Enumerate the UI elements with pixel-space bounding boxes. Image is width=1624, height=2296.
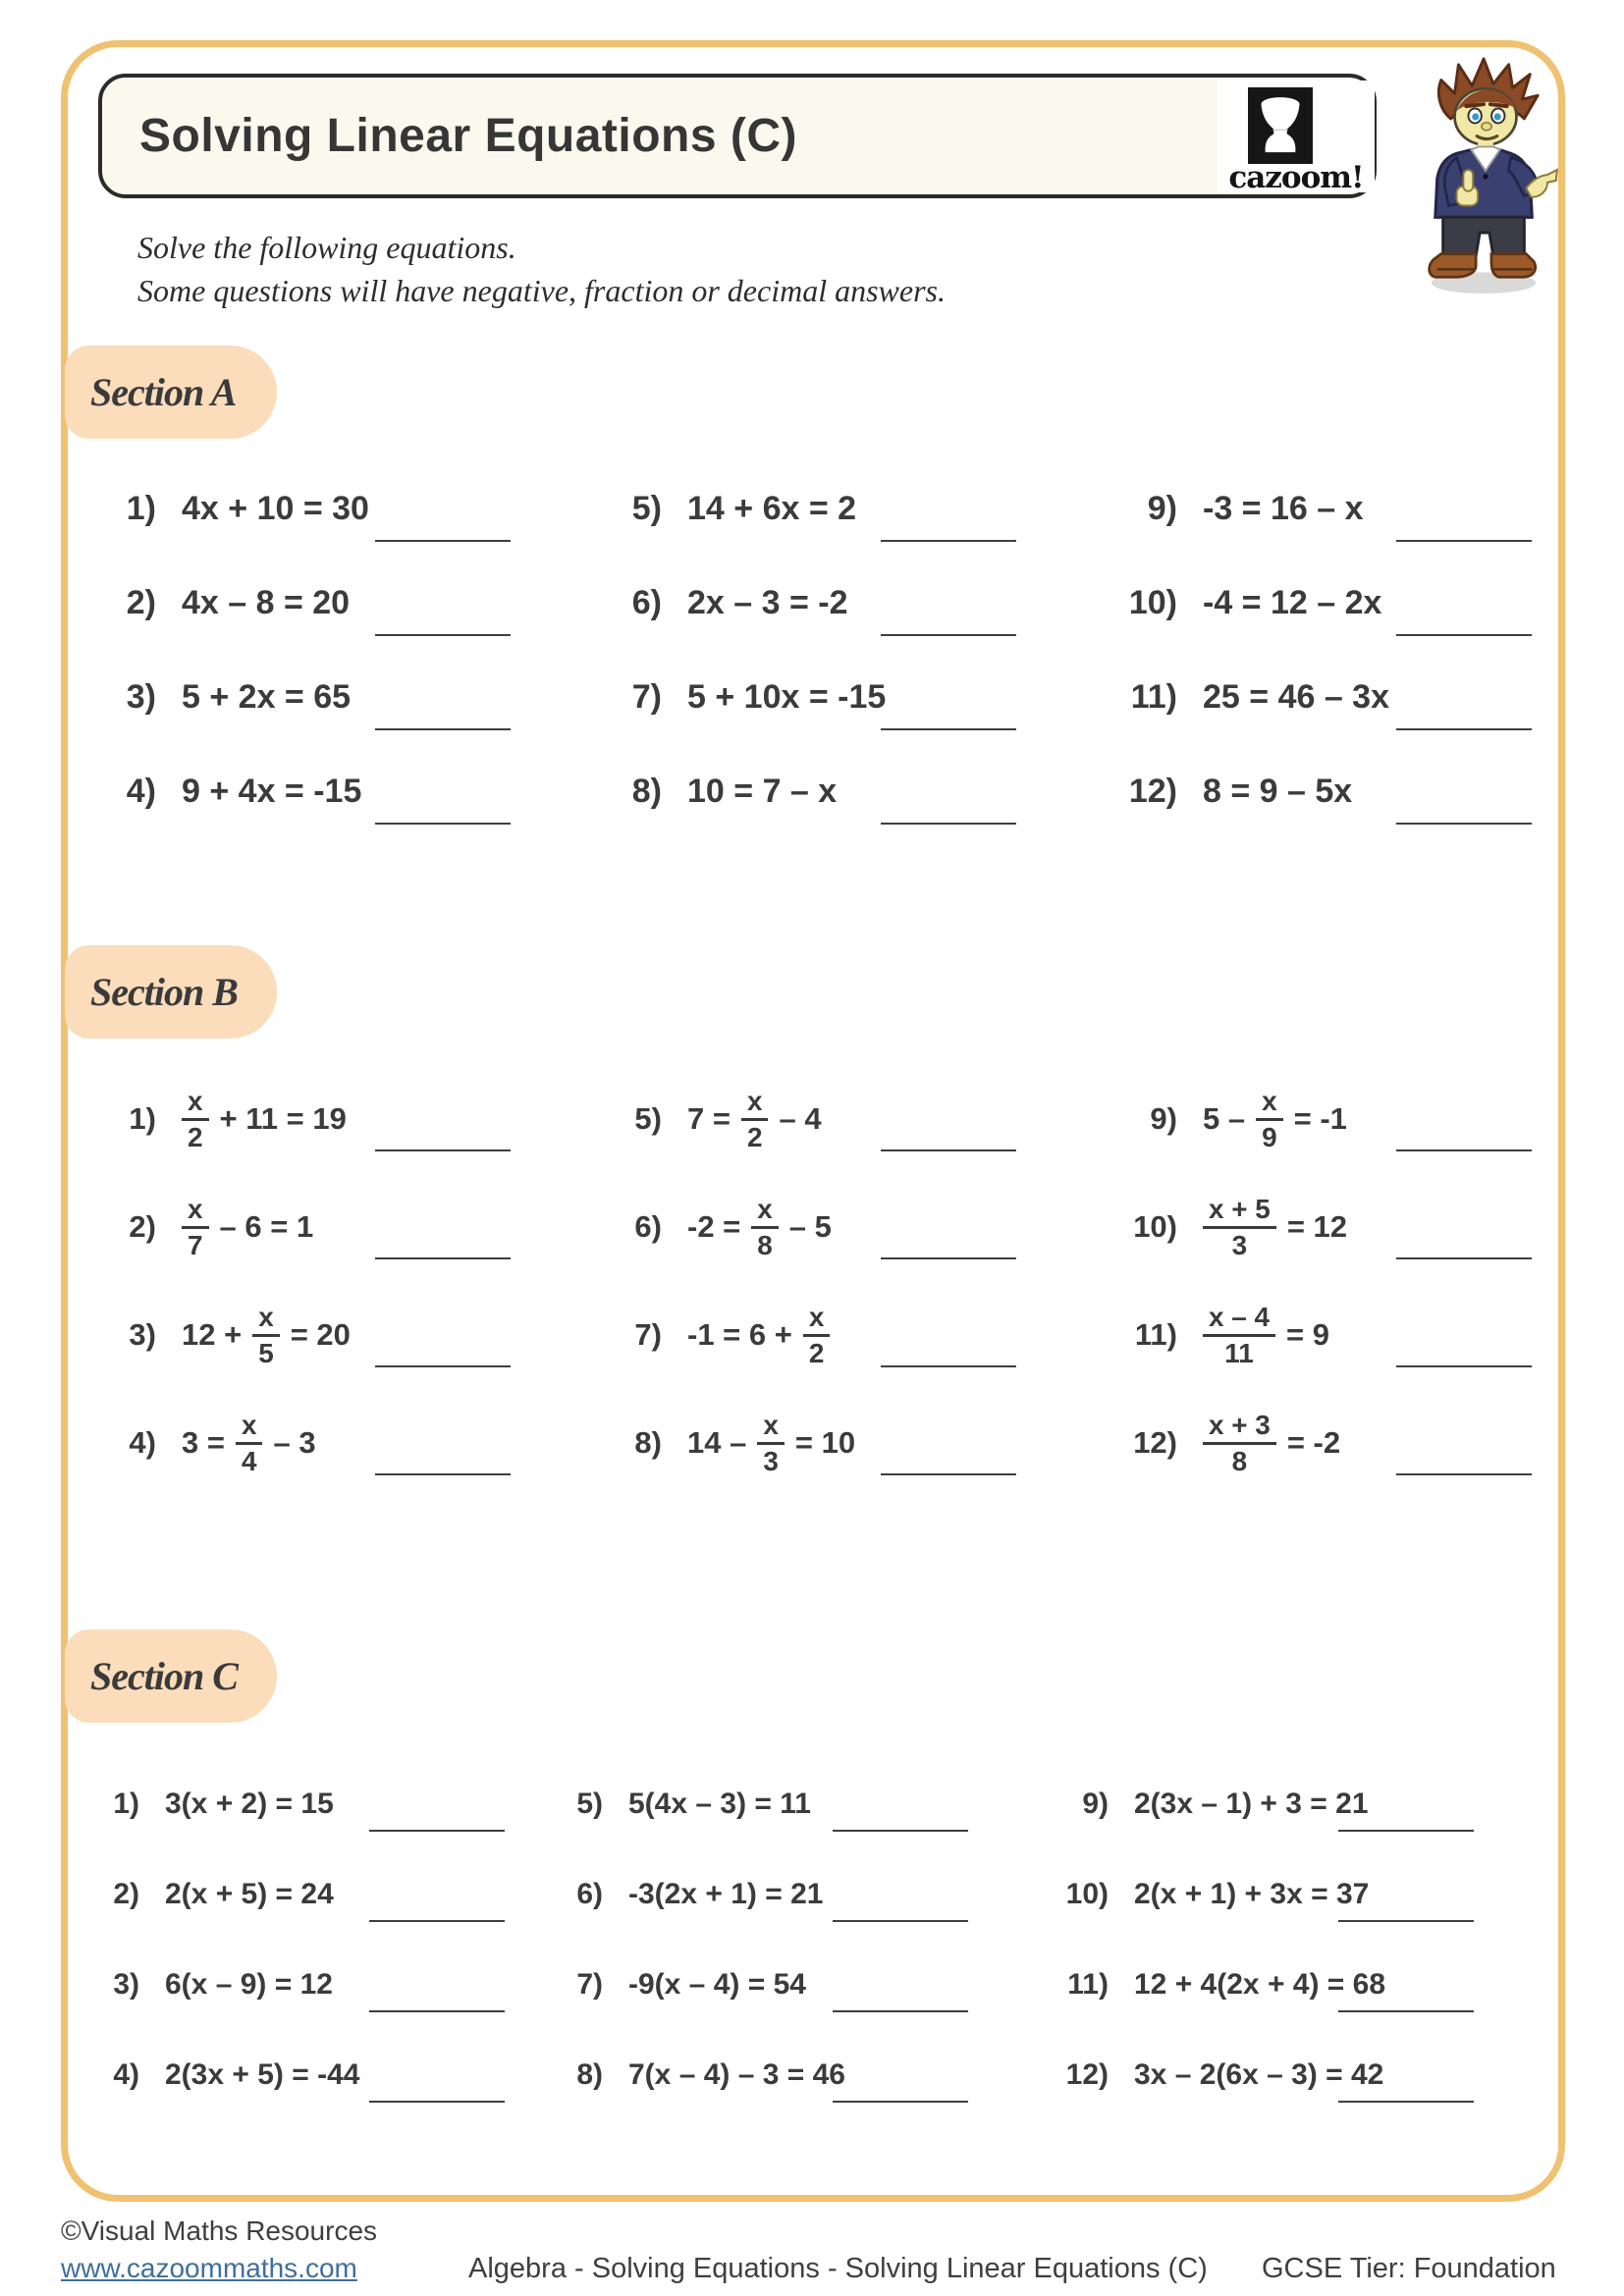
equation-text: – 5 (788, 1209, 832, 1244)
page-title: Solving Linear Equations (C) (139, 110, 798, 162)
problem (93, 1281, 599, 1389)
problem (1114, 1173, 1561, 1281)
equation (1203, 678, 1389, 717)
problem-number: 11) (1130, 677, 1177, 716)
title-box (98, 74, 1377, 198)
answer-blank[interactable] (375, 1149, 511, 1151)
problem (77, 2030, 540, 2120)
equation-text: 3 = (182, 1425, 225, 1460)
equation-text: 5 – (1203, 1101, 1246, 1136)
equation-text: = -1 (1293, 1101, 1347, 1136)
instructions-line-1: Solve the following equations. (137, 230, 516, 265)
answer-blank[interactable] (375, 1365, 511, 1367)
fraction-denominator: 7 (188, 1230, 203, 1260)
instructions-line-2: Some questions will have negative, fraction or decimal answers. (137, 273, 946, 308)
problem-number: 2) (129, 1209, 156, 1244)
problem-number: 12) (1065, 2058, 1109, 2091)
answer-blank[interactable] (1338, 2010, 1474, 2012)
equation-text: = 20 (290, 1317, 351, 1352)
equation (628, 1788, 811, 1821)
problem-number: 7) (634, 1317, 662, 1352)
fraction-numerator: x – 4 (1203, 1303, 1275, 1337)
answer-blank[interactable] (375, 728, 511, 730)
equation (182, 773, 361, 811)
fraction-numerator: x (803, 1303, 831, 1337)
equation (182, 1411, 316, 1476)
problem (599, 556, 1114, 650)
section-b-problems (93, 1065, 1561, 1497)
copyright-text: ©Visual Maths Resources (61, 2216, 378, 2246)
fraction (751, 1195, 779, 1260)
problem (93, 461, 599, 556)
answer-blank[interactable] (369, 1920, 505, 1922)
equation-text: – 3 (273, 1425, 316, 1460)
answer-blank[interactable] (833, 2010, 968, 2012)
website-link[interactable]: www.cazoommaths.com (61, 2253, 357, 2283)
fraction (182, 1087, 209, 1152)
problem-number: 5) (631, 489, 662, 527)
answer-blank[interactable] (1396, 1473, 1532, 1475)
problem-number: 3) (126, 677, 156, 716)
answer-blank[interactable] (375, 1473, 511, 1475)
equation (165, 1968, 333, 2002)
equation-text: = 12 (1286, 1209, 1348, 1244)
equation-text: 3x – 2(6x – 3) = 42 (1134, 2058, 1384, 2091)
answer-blank[interactable] (881, 1149, 1016, 1151)
problem (93, 1389, 599, 1497)
problem-number: 10) (1065, 1878, 1109, 1910)
equation-text: + 11 = 19 (219, 1101, 347, 1136)
problem (1114, 1065, 1561, 1173)
equation (1203, 1411, 1340, 1476)
problem (1046, 1759, 1561, 1849)
fraction (1256, 1087, 1283, 1152)
equation-text: -2 = (687, 1209, 741, 1244)
equation-text: -1 = 6 + (687, 1317, 792, 1352)
problem-number: 8) (631, 772, 662, 810)
section-c-problems (77, 1759, 1561, 2120)
equation (1203, 773, 1352, 811)
answer-blank[interactable] (1338, 1830, 1474, 1832)
problem (599, 1281, 1114, 1389)
equation-text: 5(4x – 3) = 11 (628, 1788, 811, 1820)
equation (687, 1303, 830, 1368)
problem-number: 3) (129, 1317, 156, 1352)
answer-blank[interactable] (1338, 1920, 1474, 1922)
problem (599, 650, 1114, 744)
equation (165, 1878, 334, 1911)
answer-blank[interactable] (1396, 728, 1532, 730)
equation-text: -9(x – 4) = 54 (628, 1968, 806, 2001)
problem (1114, 461, 1561, 556)
answer-blank[interactable] (369, 2010, 505, 2012)
fraction-denominator: 3 (763, 1446, 779, 1476)
fraction-numerator: x + 5 (1203, 1195, 1276, 1229)
section-a-label: Section A (90, 370, 237, 414)
problem-number: 12) (1128, 772, 1177, 810)
problem (77, 1849, 540, 1940)
problem (1114, 744, 1561, 838)
problem (93, 556, 599, 650)
equation (182, 1303, 351, 1368)
answer-blank[interactable] (881, 823, 1016, 825)
equation (1134, 1968, 1385, 2002)
fraction-denominator: 2 (746, 1122, 763, 1152)
answer-blank[interactable] (833, 1830, 968, 1832)
problem (540, 2030, 1046, 2120)
equation (628, 2058, 845, 2092)
fraction-denominator: 11 (1224, 1338, 1254, 1368)
equation-text: 2(3x – 1) + 3 = 21 (1134, 1788, 1369, 1820)
equation-text: 4x + 10 = 30 (182, 489, 369, 527)
section-a-badge (65, 346, 277, 439)
answer-blank[interactable] (881, 1473, 1016, 1475)
fraction (182, 1195, 209, 1260)
problem-number: 3) (113, 1968, 139, 2001)
equation-text: 12 + (182, 1317, 243, 1352)
problem-number: 4) (129, 1425, 156, 1460)
problem (77, 1759, 540, 1849)
answer-blank[interactable] (1396, 1365, 1532, 1367)
fraction-denominator: 8 (1231, 1446, 1248, 1476)
equation (1203, 1195, 1347, 1260)
problem-number: 2) (113, 1878, 139, 1910)
cazoom-logo-text: cazoom! (1228, 160, 1364, 195)
problem-number: 2) (126, 583, 156, 621)
problem (1046, 1849, 1561, 1940)
fraction-numerator: x (1256, 1087, 1283, 1121)
fraction (757, 1411, 785, 1476)
answer-blank[interactable] (1396, 823, 1532, 825)
section-b-label: Section B (90, 970, 238, 1014)
equation (182, 678, 351, 717)
problem-number: 10) (1128, 583, 1177, 621)
fraction-numerator: x (741, 1087, 769, 1121)
problem-number: 7) (576, 1968, 603, 2001)
fraction-numerator: x + 3 (1203, 1411, 1276, 1445)
problem (1114, 1389, 1561, 1497)
problem-number: 8) (634, 1425, 662, 1460)
fraction-denominator: 5 (258, 1338, 274, 1368)
equation (628, 1968, 806, 2002)
equation (1203, 584, 1381, 622)
fraction (1203, 1303, 1275, 1368)
fraction-denominator: 2 (808, 1338, 825, 1368)
equation (687, 584, 848, 622)
fraction-numerator: x (757, 1411, 785, 1445)
equation (687, 1411, 855, 1476)
answer-blank[interactable] (833, 2101, 968, 2103)
equation-text: 5 + 2x = 65 (182, 677, 352, 716)
equation-text: 14 – (687, 1425, 747, 1460)
problem-number: 5) (634, 1101, 662, 1136)
equation (687, 490, 856, 528)
equation-text: – 4 (779, 1101, 822, 1136)
answer-blank[interactable] (375, 634, 511, 636)
instructions (137, 226, 946, 312)
problem-number: 11) (1067, 1968, 1109, 2001)
equation-text: -3 = 16 – x (1203, 489, 1364, 527)
problem-number: 4) (113, 2058, 139, 2091)
problem (599, 1173, 1114, 1281)
problem (77, 1940, 540, 2030)
problem (540, 1849, 1046, 1940)
equation-text: 12 + 4(2x + 4) = 68 (1134, 1968, 1386, 2001)
answer-blank[interactable] (1338, 2101, 1474, 2103)
equation (628, 1878, 823, 1911)
equation-text: – 6 = 1 (219, 1209, 314, 1244)
tier-label: GCSE Tier: Foundation (1262, 2253, 1556, 2284)
fraction-denominator: 8 (757, 1230, 773, 1260)
equation (687, 1087, 822, 1152)
equation-text: 8 = 9 – 5x (1203, 772, 1353, 810)
answer-blank[interactable] (881, 728, 1016, 730)
problem (93, 650, 599, 744)
problem (540, 1940, 1046, 2030)
footer-credits (61, 2213, 377, 2287)
problem-number: 4) (126, 772, 156, 810)
answer-blank[interactable] (1396, 634, 1532, 636)
fraction-denominator: 3 (1231, 1230, 1248, 1260)
equation-text: = -2 (1286, 1425, 1341, 1460)
answer-blank[interactable] (833, 1920, 968, 1922)
equation-text: -4 = 12 – 2x (1203, 583, 1382, 621)
answer-blank[interactable] (881, 540, 1016, 542)
fraction-denominator: 2 (188, 1122, 203, 1152)
mascot-boy-illustration (1398, 53, 1573, 294)
problem-number: 8) (576, 2058, 603, 2091)
equation (182, 584, 350, 622)
equation-text: 3(x + 2) = 15 (165, 1788, 334, 1820)
fraction (1203, 1195, 1276, 1260)
answer-blank[interactable] (881, 634, 1016, 636)
equation-text: = 10 (794, 1425, 856, 1460)
equation-text: 2(x + 5) = 24 (165, 1878, 334, 1910)
equation (1134, 1878, 1369, 1911)
problem (599, 461, 1114, 556)
problem-number: 10) (1133, 1209, 1177, 1244)
equation (165, 1788, 334, 1821)
problem-number: 7) (631, 677, 662, 716)
problem (1046, 1940, 1561, 2030)
fraction (252, 1303, 280, 1368)
answer-blank[interactable] (1396, 540, 1532, 542)
answer-blank[interactable] (375, 823, 511, 825)
answer-blank[interactable] (375, 1257, 511, 1259)
equation-text: 2(x + 1) + 3x = 37 (1134, 1878, 1370, 1910)
equation (687, 773, 837, 811)
equation-text: 5 + 10x = -15 (687, 677, 887, 716)
equation-text: 4x – 8 = 20 (182, 583, 351, 621)
equation (687, 678, 886, 717)
problem-number: 9) (1082, 1788, 1109, 1820)
problem-number: 1) (129, 1101, 156, 1136)
equation-text: 25 = 46 – 3x (1203, 677, 1390, 716)
equation-text: 6(x – 9) = 12 (165, 1968, 333, 2001)
problem-number: 9) (1147, 489, 1177, 527)
breadcrumb: Algebra - Solving Equations - Solving Linear Equations (C) (468, 2253, 1208, 2284)
problem-number: 5) (576, 1788, 603, 1820)
answer-blank[interactable] (375, 540, 511, 542)
problem-number: 6) (576, 1878, 603, 1910)
problem-number: 6) (631, 583, 662, 621)
fraction (236, 1411, 263, 1476)
problem-number: 1) (113, 1788, 139, 1820)
fraction-denominator: 9 (1262, 1122, 1277, 1152)
problem-number: 1) (126, 489, 156, 527)
answer-blank[interactable] (369, 1830, 505, 1832)
equation (182, 1195, 313, 1260)
problem-number: 11) (1134, 1317, 1177, 1352)
problem (93, 1065, 599, 1173)
equation (182, 490, 369, 528)
problem-number: 9) (1150, 1101, 1177, 1136)
answer-blank[interactable] (1396, 1257, 1532, 1259)
problem-number: 6) (634, 1209, 662, 1244)
problem (93, 744, 599, 838)
equation-text: 9 + 4x = -15 (182, 772, 362, 810)
section-c-badge (65, 1629, 277, 1723)
problem (1046, 2030, 1561, 2120)
equation (1203, 1303, 1329, 1368)
equation (1134, 1788, 1369, 1821)
problem (93, 1173, 599, 1281)
section-a-problems (93, 461, 1561, 838)
equation-text: 10 = 7 – x (687, 772, 838, 810)
equation-text: 14 + 6x = 2 (687, 489, 857, 527)
fraction-denominator: 4 (241, 1446, 257, 1476)
fraction-numerator: x (252, 1303, 280, 1337)
equation (165, 2058, 359, 2092)
problem (1114, 556, 1561, 650)
section-b-badge (65, 945, 277, 1039)
fraction (741, 1087, 769, 1152)
equation-text: 2(3x + 5) = -44 (165, 2058, 360, 2091)
answer-blank[interactable] (369, 2101, 505, 2103)
fraction-numerator: x (182, 1087, 209, 1121)
fraction-numerator: x (236, 1411, 263, 1445)
cazoom-drum-icon (1248, 87, 1313, 164)
answer-blank[interactable] (1396, 1149, 1532, 1151)
problem (1114, 650, 1561, 744)
equation (1203, 1087, 1347, 1152)
fraction (803, 1303, 831, 1368)
equation-text: = 9 (1286, 1317, 1330, 1352)
answer-blank[interactable] (881, 1365, 1016, 1367)
problem (540, 1759, 1046, 1849)
fraction (1203, 1411, 1276, 1476)
equation (687, 1195, 832, 1260)
problem (599, 1065, 1114, 1173)
problem-number: 12) (1133, 1425, 1177, 1460)
equation (1134, 2058, 1383, 2092)
problem (1114, 1281, 1561, 1389)
answer-blank[interactable] (881, 1257, 1016, 1259)
fraction-numerator: x (751, 1195, 779, 1229)
problem (599, 744, 1114, 838)
equation (182, 1087, 347, 1152)
fraction-numerator: x (182, 1195, 209, 1229)
equation (1203, 490, 1364, 528)
section-c-label: Section C (90, 1654, 238, 1698)
problem (599, 1389, 1114, 1497)
equation-text: 2x – 3 = -2 (687, 583, 848, 621)
equation-text: -3(2x + 1) = 21 (628, 1878, 824, 1910)
equation-text: 7 = (687, 1101, 731, 1136)
equation-text: 7(x – 4) – 3 = 46 (628, 2058, 845, 2091)
